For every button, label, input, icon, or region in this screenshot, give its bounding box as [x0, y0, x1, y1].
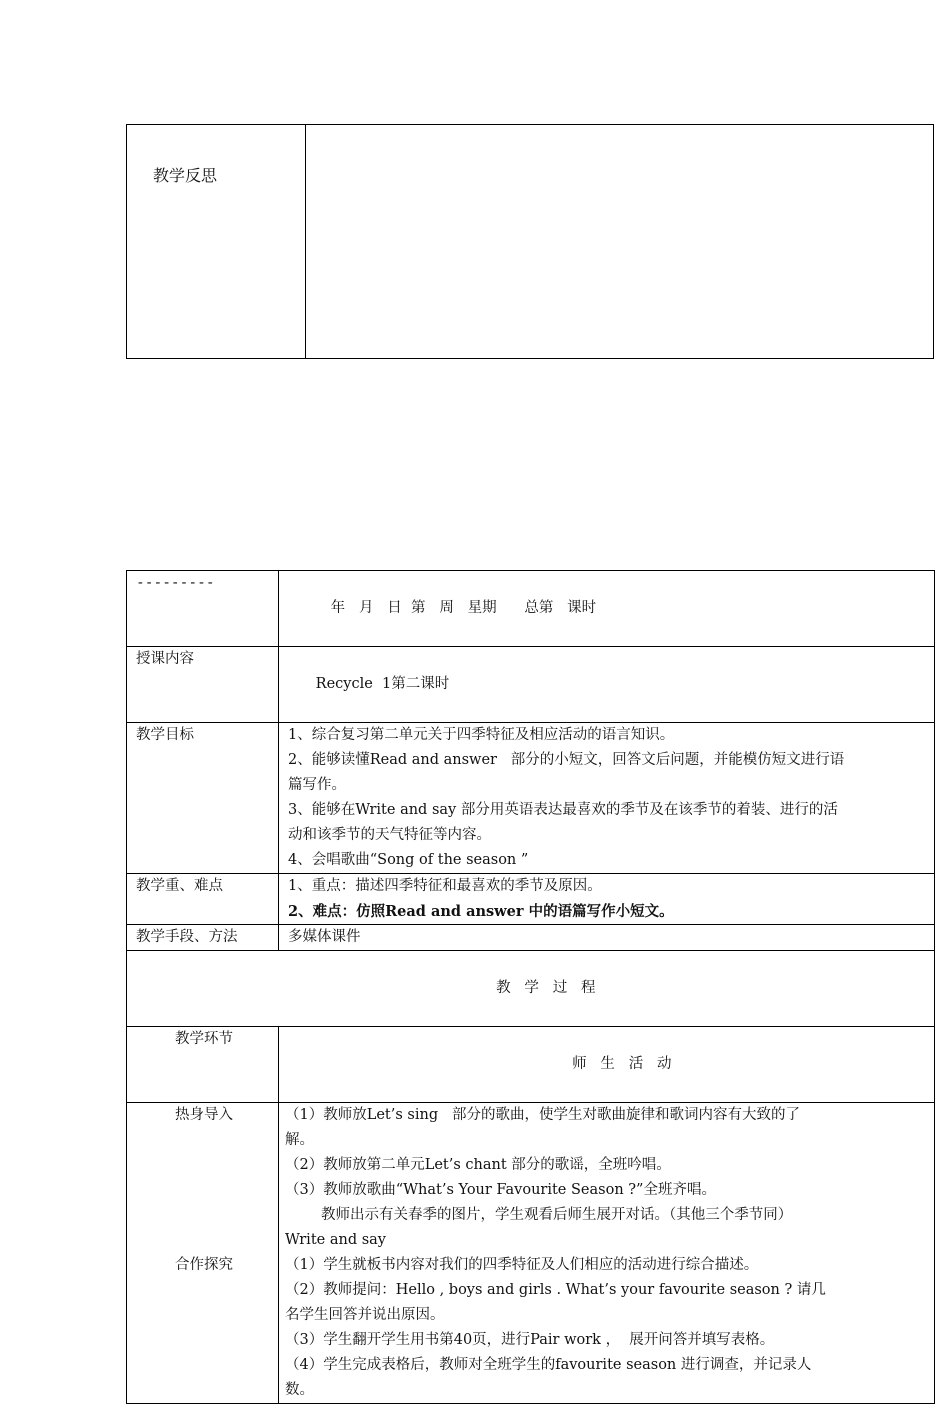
activity-line: 解。	[285, 1132, 314, 1148]
stages-cell	[127, 1103, 279, 1404]
activity-line: （3）教师放歌曲“What’s Your Favourite Season ?”全班齐唱。	[285, 1182, 716, 1198]
content-value: Recycle 1第二课时	[315, 676, 450, 692]
methods-row	[127, 925, 935, 951]
difficult-point-line: 2、难点：仿照Read and answer 中的语篇写作小短文。	[288, 903, 674, 920]
activity-line: （3）学生翻开学生用书第40页，进行Pair work ， 展开问答并填写表格。	[285, 1332, 775, 1348]
reflection-label: 教学反思	[153, 166, 218, 185]
goal-line: 动和该季节的天气特征等内容。	[288, 827, 491, 843]
activity-line: Write and say	[285, 1232, 386, 1248]
stage-warmup: 热身导入	[175, 1107, 233, 1123]
date-line: 年 月 日 第 周 星期 总第 课时	[330, 600, 597, 616]
reflection-table	[126, 124, 934, 359]
activities-row	[127, 1103, 935, 1404]
key-points-label: 教学重、难点	[136, 878, 223, 894]
date-line-cell	[279, 571, 935, 647]
goal-line: 1、综合复习第二单元关于四季特征及相应活动的语言知识。	[288, 727, 675, 743]
header-row	[127, 571, 935, 647]
activity-line: （1）教师放Let’s sing 部分的歌曲，使学生对歌曲旋律和歌词内容有大致的了	[285, 1107, 800, 1123]
content-label: 授课内容	[136, 651, 194, 667]
header-left-cell	[127, 571, 279, 647]
key-point-line: 1、重点：描述四季特征和最喜欢的季节及原因。	[288, 878, 602, 894]
key-points-row	[127, 874, 935, 925]
content-row	[127, 647, 935, 723]
methods-value-cell	[279, 925, 935, 951]
activity-line: （4）学生完成表格后，教师对全班学生的favourite season 进行调查，并记录人	[285, 1357, 812, 1373]
activity-line: （2）教师放第二单元Let’s chant 部分的歌谣，全班吟唱。	[285, 1157, 671, 1173]
goals-label-cell	[127, 723, 279, 874]
header-dashes: ---------	[136, 575, 215, 591]
activity-line: （1）学生就板书内容对我们的四季特征及人们相应的活动进行综合描述。	[285, 1257, 759, 1273]
activity-line: 教师出示有关春季的图片，学生观看后师生展开对话。（其他三个季节同）	[321, 1207, 793, 1223]
stage-header-right: 师 生 活 动	[572, 1056, 672, 1072]
goal-line: 4、会唱歌曲“Song of the season ”	[288, 852, 529, 868]
content-value-cell	[279, 647, 935, 723]
goal-line: 3、能够在Write and say 部分用英语表达最喜欢的季节及在该季节的着装、进行的活	[288, 802, 838, 818]
goal-line: 2、能够读懂Read and answer 部分的小短文，回答文后问题，并能模仿短文进行语	[288, 752, 845, 768]
activities-cell	[279, 1103, 935, 1404]
goals-cell	[279, 723, 935, 874]
lesson-plan-table	[126, 570, 935, 1404]
methods-label-cell	[127, 925, 279, 951]
reflection-label-cell	[127, 125, 306, 359]
activity-line: 名学生回答并说出原因。	[285, 1307, 445, 1323]
process-title-cell	[127, 951, 935, 1027]
stage-header-right-cell	[279, 1027, 935, 1103]
stage-cooperation: 合作探究	[175, 1257, 233, 1273]
key-points-label-cell	[127, 874, 279, 925]
goals-label: 教学目标	[136, 727, 194, 743]
reflection-content-cell	[306, 125, 934, 359]
stage-header-left: 教学环节	[175, 1031, 233, 1047]
stage-header-row	[127, 1027, 935, 1103]
process-title-row	[127, 951, 935, 1027]
stage-header-left-cell	[127, 1027, 279, 1103]
key-points-cell	[279, 874, 935, 925]
stage-spacer	[136, 1128, 272, 1253]
activity-line: （2）教师提问：Hello , boys and girls . What’s your favourite season ? 请几	[285, 1282, 826, 1298]
goals-row	[127, 723, 935, 874]
goal-line: 篇写作。	[288, 777, 346, 793]
content-label-cell	[127, 647, 279, 723]
methods-value: 多媒体课件	[288, 929, 361, 945]
activity-line: 数。	[285, 1382, 314, 1398]
methods-label: 教学手段、方法	[136, 929, 238, 945]
process-title: 教 学 过 程	[496, 980, 596, 996]
